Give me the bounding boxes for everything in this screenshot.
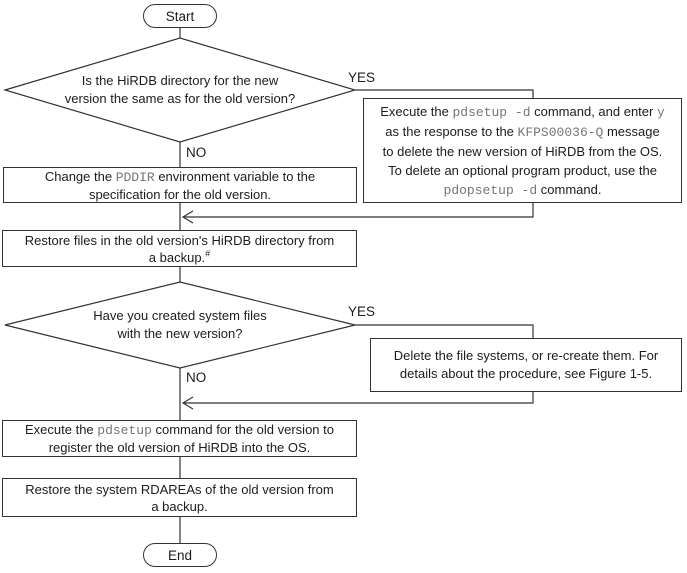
process-change-pddir-line1 xyxy=(4,168,356,186)
wire-merge2 xyxy=(184,392,533,403)
process-delete-file-systems xyxy=(370,338,682,392)
process-register-old-version-line1 xyxy=(3,421,356,439)
process-restore-rdareas-line2: a backup. xyxy=(151,498,208,514)
message-kfps00036-q: KFPS00036-Q xyxy=(517,124,604,140)
yes-label-1: YES xyxy=(348,70,376,85)
text-segment: as the response to the xyxy=(385,123,518,139)
process-delete-new-version-line2 xyxy=(364,122,681,142)
process-delete-new-version-line1 xyxy=(364,102,681,122)
text-segment: message xyxy=(603,123,660,139)
text-segment: environment variable to the xyxy=(154,168,316,184)
process-restore-files-line2 xyxy=(3,249,356,266)
process-restore-rdareas xyxy=(2,478,357,517)
decision-system-files xyxy=(20,307,340,343)
text-segment: Execute the xyxy=(25,422,98,437)
text-segment: Change the xyxy=(44,168,116,184)
process-register-old-version-line2: register the old version of HiRDB into the OS. xyxy=(48,440,311,455)
process-delete-new-version-line4: To delete an optional program product, use the xyxy=(388,162,657,178)
wire-merge1 xyxy=(184,203,533,217)
text-segment: Execute the xyxy=(380,103,453,119)
process-change-pddir-line2: specification for the old version. xyxy=(88,186,272,202)
process-change-pddir xyxy=(3,167,357,203)
text-segment: command. xyxy=(537,181,602,197)
process-restore-rdareas-line1: Restore the system RDAREAs of the old version from xyxy=(25,481,334,497)
decision2-line2: with the new version? xyxy=(117,326,243,341)
process-delete-new-version-line5 xyxy=(364,180,681,200)
process-delete-new-version xyxy=(363,98,682,203)
process-delete-file-systems-line2: details about the procedure, see Figure 1-5. xyxy=(399,366,653,381)
variable-pddir: PDDIR xyxy=(115,169,155,185)
command-y: y xyxy=(656,104,665,120)
decision1-line2: version the same as for the old version? xyxy=(64,91,296,106)
text-segment: command for the old version to xyxy=(151,422,334,437)
wire-yes2-branch xyxy=(355,325,533,338)
command-pdopsetup-d: pdopsetup -d xyxy=(443,182,538,198)
process-restore-files xyxy=(2,230,357,267)
decision2-line1: Have you created system files xyxy=(93,308,267,323)
process-restore-files-line1: Restore files in the old version's HiRDB directory from xyxy=(24,232,335,248)
start-terminal xyxy=(143,4,217,28)
command-pdsetup-d: pdsetup -d xyxy=(452,104,531,120)
footnote-marker: # xyxy=(205,248,211,259)
process-delete-file-systems-line1: Delete the file systems, or re-create them. For xyxy=(393,348,659,363)
decision-hirdb-directory xyxy=(20,72,340,108)
no-label-2: NO xyxy=(186,370,207,385)
command-pdsetup: pdsetup xyxy=(97,423,152,438)
end-terminal xyxy=(143,543,217,567)
wire-yes1-branch xyxy=(355,90,533,98)
text-segment: command, and enter xyxy=(530,103,657,119)
process-register-old-version xyxy=(2,420,357,457)
yes-label-2: YES xyxy=(348,304,376,319)
process-delete-new-version-line3: to delete the new version of HiRDB from the OS. xyxy=(382,143,663,159)
text-segment: a backup. xyxy=(148,249,206,265)
end-label: End xyxy=(167,547,193,563)
decision1-line1: Is the HiRDB directory for the new xyxy=(81,73,279,88)
no-label-1: NO xyxy=(186,145,207,160)
start-label: Start xyxy=(165,8,195,24)
